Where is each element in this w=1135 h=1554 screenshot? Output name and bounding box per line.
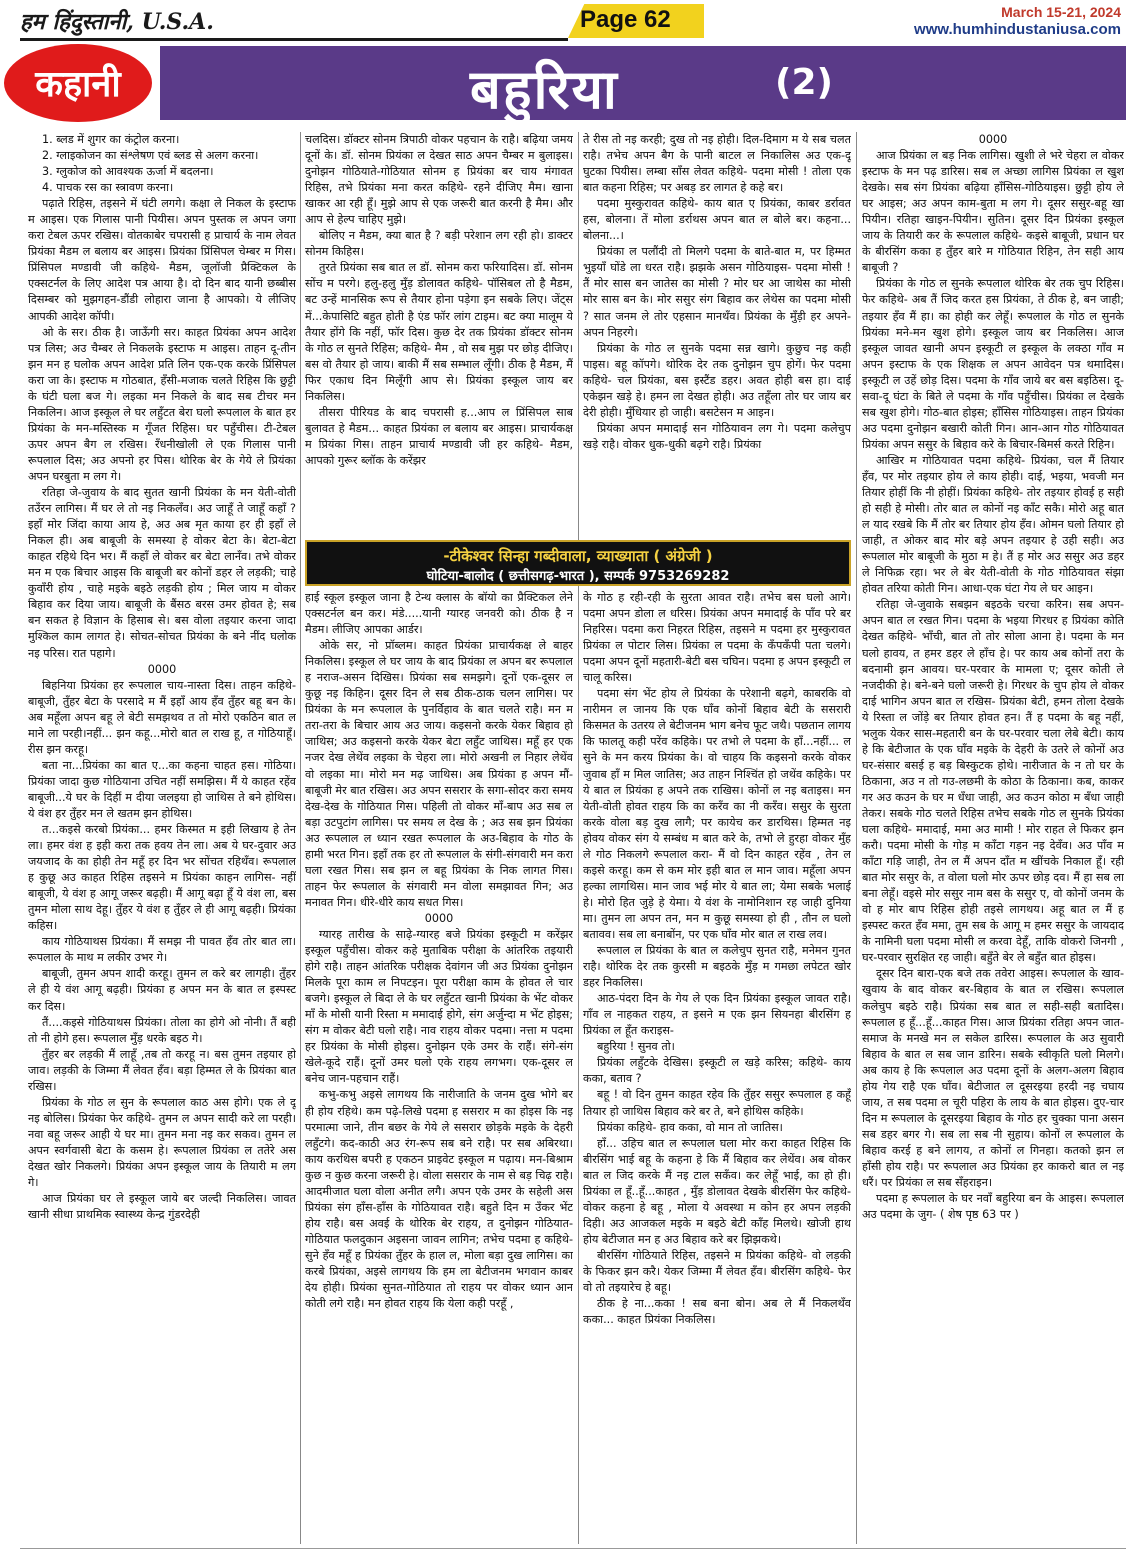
section-separator: 0000	[978, 133, 1008, 146]
paragraph: चलदिस। डॉक्टर सोनम त्रिपाठी वोकर पहचान के राहै। बढ़िया जमय दूनों के। डॉ. सोनम प्रियंका ल देखत साठ अपन चैम्बर म बुलाइस। दुनोझन गोठियाते-गोठियात सोनम ह प्रियंका बर चाय मंगावत रिहिस, तभे प्रियंका मना करत कहिथे- रहने दीजिए मैम। खाना खाकर आ रही हूँ। मुझे आप से एक जरूरी बात करनी है मैम। और आप से हेल्प चाहिए मुझे।	[305, 133, 573, 227]
story-header	[0, 44, 1135, 124]
title-banner	[160, 46, 1126, 120]
paragraph: के गोठ ह रही-रही के सुरता आवत राहै। तभेच बस घलो आगे। पदमा अपन डोला ल धरिस। प्रियंका अपन ममादाई के पाँव परे बर निहरिस। पदमा करा निहरत रिहिस, तइसने म पदमा हर मुस्कुरावत प्रियंका ल पोटार लिस। प्रियंका ल पदमा के कँपकँपी पता चलगे। पदमा अपन दूनों महतारी-बेटी बस चघिन। पदमा ह अपन इस्कूटी ल चालू करिस।	[583, 591, 851, 685]
author-name: -टीकेश्वर सिन्हा गब्दीवाला, व्याख्याता ( अंग्रेजी )	[443, 547, 713, 565]
paragraph: तुरते प्रियंका सब बात ल डॉ. सोनम करा फरियादिस। डॉ. सोनम सोंच म परगे। हलु-हलु मुँड़ डोलावत कहिथे- पॉसिबल तो है मैडम, बट उन्हें मानसिक रूप से तैयार होना पड़ेगा इन सबके लिए। जेंट्स में...केपासिटि बहुत होती है एंड फॉर लांग टाइम। बट क्या मालूम ये तैयार होंगे कि नहीं, फॉर दिस। कुछ देर तक प्रियंका डॉक्टर सोनम के गोठ ल सुनते रिहिस; कहिथे- मैम , वो सब मुझ पर छोड़ दीजिए। बस वो तैयार हो जाय। बाकी मैं सब सम्भाल लूँगी। ठीक है मैडम, मैं फिर एकाध दिन मिलूँगी आप से। प्रियंका इस्कूल जाय बर निकलिस।	[305, 261, 573, 403]
paragraph: आज प्रियंका ल बड़ निक लागिस। खुशी ले भरे चेहरा ल वोकर इस्टाफ के मन पढ़ डारिस। सब ल अच्छा लागिस प्रियंका ल खुश देखके। सब संग प्रियंका बढ़िया हाँसिस-गोठियाइस। छुट्टी होय ले घर आइस; अउ अपन काम-बुता म लग गे। दूसर ससुर-बहू खा पियीन। रतिहा खाइन-पियीन। सुतिन। दूसर दिन प्रियंका इस्कूल जाय के तियारी कर के रूपलाल कहिथे- कइसे बाबूजी, प्रधान घर के बीरसिंग कका ह तुँहर बारे म गोठियात रिहिन, तेन सही आय बाबूजी ?	[862, 149, 1124, 275]
masthead	[0, 0, 1135, 42]
paragraph: आज प्रियंका घर ले इस्कूल जाये बर जल्दी निकलिस। जावत खानी सीधा प्राथमिक स्वास्थ्य केन्द्र गुंडरदेही	[28, 1192, 296, 1222]
paragraph: काय गोठियाथस प्रियंका। मैं समझ नी पावत हँव तोर बात ला। रूपलाल के माथ म लकीर उभर गे।	[28, 935, 296, 965]
paragraph: प्रियंका अपन ममादाई सन गोठियावन लग गे। पदमा कलेचुप खड़े राहै। वोकर धुक-धुकी बढ़गे राहै। प्रियंका	[583, 421, 851, 451]
paragraph: दूसर दिन बारा-एक बजे तक तवेरा आइस। रूपलाल के खाव-खुवाय के बाद वोकर बर-बिहाव के बात ल रखिस। रूपलाल कलेचुप बइठे राहै। प्रियंका सब बात ल सही-सही बतादिस। रूपलाल ह हूँ...हूँ...काहत गिस। आज प्रियंका रतिहा अपन जात-समाज के मनखे मन ल सकेल डारिस। रूपलाल के अउ सुवारी बिहाव के बात ल सब जान डारिन। सबके स्वीकृति घलो मिलगे। अब काय हे कि रूपलाल अउ पदमा दूनों के अलग-अलग बिहाव होय गेय राहै एक घाँव। बेटीजात ल दूसरइया हरदी नइ चघाय जाय, त सब पदमा ल चूरी पहिरा के लाय के बात होइस। दुए-चार दिन म रूपलाल के दूसरइया बिहाव के गोठ हर चुक्का पाना असन सब डहर बगर गे। सब ला सब नी सुहाय। कोनों ल रूपलाल के बिहाव करई ह बने लागय, त कोनों ल गिनहा। कतको झन ल हाँसी होय राहै। पर रूपलाल अउ प्रियंका हर काकरो बात ल नइ धरैं। पर प्रियंका ल सब सँहराइन।	[862, 967, 1124, 1190]
paragraph: पदमा संग भेंट होय ले प्रियंका के परेशानी बढ़गे, काबरकि वो नारीमन ल जानय कि एक घाँव कोनों बिहाव बेटी के ससरारी किसमत के उतरय ले बेटीजनम भाग बनेच फूट जथै। पछतान लागय कि फालतू कही परेंव कहिके। पर तभो ले पदमा के हाँ...नहीं... ल सुने के मन करय प्रियंका के। वो चाहय कि कइसनो करके वोकर जुवाब हाँ म मिल जातिस; अउ ताहन निश्चिंत हो जथेंव कहिके। पर ये बात ल प्रियंका ह अपने तक राखिस। कोनों ल नइ बताइस। मन येती-वोती होवत राहय कि का करँव का नी करँव। ससुर के सुरता करके वोला बड़ दुख लागै; पर कायेच कर डारथिस। हिम्मत नइ होवय वोकर संग ये सम्बंध म बात करे के, तभो ले हुरहा वोकर मुँह ले गोठ निकलगे रूपलाल करा- मैं वो दिन काहत रहेंव , तेन ल कइसे करहू। कम से कम मोर इही बात ल मान जाव। महूँला अपन हल्का लागथिस। मान जाव भई मोर ये बात ला; येमा सबके भलाई हे। मोरो हित जुड़े हे येमा। ये वंश के नामोनिशान रह जाही दुनिया मा। तुमन ला अपन तन, मन म कुछू समस्या हो ही , तौन ल घलो बतावव। सब ला बनाबोंन, पर एक घाँव मोर बात ल राख लव।	[583, 687, 851, 941]
paragraph: बता ना...प्रियंका का बात ए...का कहना चाहत हस। गोठिया। प्रियंका जादा कुछ गोठियाना उचित नहीं समझिस। मैं ये काहत रहेंव बाबूजी...ये घर के दिहीं म दीया जलइया हो जाथिस ते बने होथिस। ये वंश हर तुँहर मन ले खतम झन होथिस।	[28, 758, 296, 820]
list-item: 1. ब्लड में शुगर का कंट्रोल करना।	[42, 133, 180, 146]
paragraph: ग्यारह तारीख के साढ़े-ग्यारह बजे प्रियंका इस्कूटी म करेंझर इस्कूल पहुँचीस। वोकर कहे मुताबिक परीक्षा के आंतरिक तइयारी होगे राहै। ताहन आंतरिक परीक्षक देवांगन जी अउ प्रियंका दुनोझन मिलके पूरा काम ल निपटइन। पूरा परीक्षा काम के होवत ले चार बजगे। इस्कूल ले बिदा ले के घर लहुँटत खानी प्रियंका के भेंट वोकर माँ के मोसी यानी रिस्ता म ममादाई होगे, संग अर्जुन्दा म भेंट होइस; संग म वोकर बेटी घलो राहै। नाव राहय वोकर पदमा। नत्ता म पदमा हर प्रियंका के मोसी होइस। दुनोझन एके उमर के राहैं। संगे-संग खेले-कूदे राहैं। दूनों उमर घलो एके राहय लगभग। एक-दूसर ल बनेच जान-पहचान राहैं।	[305, 927, 573, 1086]
paragraph: हाई स्कूल इस्कूल जाना है टेन्थ क्लास के बॉयो का प्रैक्टिकल लेने एक्सटर्नल बन कर। मंडे.....यानी ग्यारह जनवरी को। ठीक है न मैडम। लीजिए आपका आर्डर।	[305, 591, 573, 637]
paragraph: त...कइसे करबो प्रियंका... हमर किस्मत म इही लिखाय हे तेन ला। हमर वंश ह इही करा तक हवय तेन ला। अब ये घर-दुवार अउ जयजाद के का होही तेन महूँ हर दिन भर सोंचत रहिथँव। रूपलाल ह कुछू अउ काहत रिहिस तइसने म प्रियंका काहन लागिस- नहीं बाबूजी, ये वंश ह आगू जरूर बढ़ही। मैं आगू बढ़ा हूँ ये वंश ला, बस तुमन मोला साथ देहू। तुँहर ये वंश ह तुँहर ले ही आगू बढ़ही। प्रियंका कहिस।	[28, 823, 296, 933]
paragraph: प्रियंका लहुँटके देखिस। इस्कूटी ल खड़े करिस; कहिथे- काय कका, बताव ?	[583, 1056, 851, 1086]
paragraph: ओ के सर। ठीक है। जाऊँगी सर। काहत प्रियंका अपन आदेश पत्र लिस; अउ चैम्बर ले निकलके इस्टाफ म आइस। ताहन दू-तीन झन मन ह घलोक अपन आदेश प्रति लिन एक-एक करके प्रिंसिपल करा जा के। इस्टाफ म गोठबात, हँसी-मजाक चलते रिहिस कि छुट्टी के घंटी घला बज गे। लइका मन निकले के बाद सब टीचर मन निकलिन। आज इस्कूल ले घर लहुँटत बेरा घलो रूपलाल के बात हर प्रियंका के मन-मस्तिस्क म गूँजत रिहिस। घर पहुँचीस। टी-टेबल ऊपर अपन बैग ल रखिस। रँधनीखोली ले एक गिलास पानी रूपलाल दिस; अउ अपनो हर पिस। थोरिक बेर के गेये ले प्रियंका अपन घरबुता म लग गे।	[28, 325, 296, 483]
section-badge	[4, 44, 152, 122]
column-1	[28, 132, 296, 1544]
masthead-rule	[20, 38, 568, 41]
paragraph: ते रीस तो नइ करही; दुख तो नइ होही। दिल-दिमाग म ये सब चलत राहै। तभेच अपन बैग के पानी बाटल ल निकालिस अउ एक-दू घुटका पियीस। लम्बा साँस लेवत कहिथे- पदमा मोसी ! तोला एक बात कहना रिहिस; पर अबड़ डर लागत हे कहे बर।	[583, 133, 851, 195]
story-part: (2)	[775, 62, 833, 103]
section-separator: 0000	[424, 911, 454, 925]
paragraph: ठीक हे ना...कका ! सब बना बोन। अब ले मैं निकलथँव कका... काहत प्रियंका निकलिस।	[583, 1297, 851, 1327]
website-link[interactable]: www.humhindustaniusa.com	[914, 21, 1121, 38]
paragraph: रतिहा जे-जुवाय के बाद सुतत खानी प्रियंका के मन येती-वोती तउँरन लागिस। मैं घर ले तो नइ निकलँव। अउ जाहूँ ते जाहूँ कहाँ ? इहाँ मोर जिंदा काया आय हे, अउ अब मृत काया हर ही इहाँ ले निकल ही। अब बाबूजी के समस्या हे वोकर बेटा के। बेटा-बेटा काहत रहिथे दिन भर। मैं कहाँ ले वोकर बर बेटा लानँव। तभे वोकर मन म एक बिचार आइस कि बाबूजी बर कोनों डहर ले लड़की; चाहे कुवाँरी होय , चाहे मइके बइठे लड़की होय ; मिल जाय म वोकर बिहाव कर दिया जाय। बाबूजी के बैंसठ बरस उमर होवत हे; सब बन सकत हे विज्ञान के हिसाब से। बस वोला तइयार करना जादा मुश्किल काम लागत हे। सोचत-सोचत प्रियंका के बने नींद घलोक नइ परिस। रात पहागे।	[28, 486, 296, 660]
paragraph: रतिहा जे-जुवाके सबझन बइठके चरचा करिन। सब अपन-अपन बात ल रखत गिन। पदमा के भइया गिरधर ह प्रियंका कोति देखत कहिथे- भाँची, बात तो तोर सोला आना हे। पदमा के मन घलो हावय, त हमर डहर ले हाँच हे। पर काय अब कोनों तरा के बदनामी झन आवय। घर-परवार के मामला ए; दूसर कोती ले नजदीकी हे। बने-बने घलो जरूरी हे। गिरधर के चुप होय ले वोकर दाई भागिन अपन बात ल रखिस- प्रियंका बेटी, हमन तोला देखके ये रिस्ता ल जोंड़े बर तियार होवत हन। तैं ह पदमा के बहू नहीं, भलुक येकर सास-महतारी बन के घर-परवार चला लेबे बेटी। काय हे कि बेटीजात के एक घाँव मइके के देहरी के उतरे ले कोनों अउ घर-संसार बसई ह बड़ बिस्कुटक होथे। नारीजात के न तो घर के ठिकाना, अउ न तो गउ-लछमी के कोठा के ठिकाना। कब, काकर गर अउ कउन के घर म धँधा जाही, अउ कउन कोठा म बँधा जाही तेकर। सबके गोठ चलते रिहिस तभेच सबके गोठ ल सुनके प्रियंका घला कहिथे- ममादाई, ममा अउ मामी ! मोर राहत ले फिकर झन करौ। पदमा मोसी के गोड़ म काँटा गड़न नइ देवँव। अउ पाँव म काँटा गड़ि जाही, तेन ल मैं अपन दाँत म खींचके निकाल हूँ। रही बात मोर ससुर के, त वोला घलो मोर ऊपर छोड़ दव। मैं हा सब ला बना लेहूँ। वइसे मोर ससुर नाम बस के ससुर ए, वो कोनों जनम के वो ह मोर बाप रिहिस होही तइसे लागथय। अहू बात ल मैं ह इस्पस्ट करत हँव ममा, तुम सब के आगू म हमर ससुर के जायदाद के नामिनी घला पदमा मोसी ल करवा देहूँ, ताकि वोकरो जिनगी , घर-परवार सुरक्षित रह जाही। बहुँते बेर ले बहुँत बात होइस।	[862, 598, 1124, 965]
paragraph: बहुरिया ! सुनव तो।	[597, 1040, 675, 1054]
column-divider	[578, 132, 579, 1544]
paragraph: कभु-कभु अइसे लागथय कि नारीजाति के जनम दुख भोगे बर ही होय रहिथे। कम पढ़े-लिखे पदमा ह ससरार म का होइस कि नइ परमात्मा जाने, तीन बछर के गेये ले ससरार छोड़के मइके के देहरी लहुँटगे। कद-काठी अउ रंग-रूप सब बने राहै। पर सब अबिरथा। काय करथिस बपरी ह एकठन प्राइवेट इस्कूल म पढ़ाय। मन-बिश्राम कुछ न कुछ करना जरूरी हे। वोला ससरार के नाम से बड़ चिढ़ राहै। आदमीजात घला वोला अनीत लगै। अपन एके उमर के सहेली अस प्रियंका संग हाँस-हाँस के गोठियावत राहै। बहुते दिन म उँकर भेंट होय राहै। बस अवई के थोरिक बेर राहय, त दुनोझन गोठियात-गोठियात फलदुकान अइसना जावन लागिन; तभेच पदमा ह कहिथे- सुने हँव महूँ ह प्रियंका तुँहर के हाल ल, मोला बड़ा दुख लागिस। का करबे प्रियंका, अइसे लागथय कि हम ला बेटीजनम भगवान काबर देय होही। प्रियंका सुनत-गोठियात तो राहय पर वोकर ध्यान आन कोती लगे राहै। मन होवत राहय कि येला कही परहूँ ,	[305, 1088, 573, 1311]
paragraph: आठ-पंदरा दिन के गेय ले एक दिन प्रियंका इस्कूल जावत राहै। गाँव ल नाहकत राहय, त इसने म एक झन सियनहा बीरसिंग ह प्रियंका ल हूँत कराइस-	[583, 992, 851, 1038]
paragraph: पदमा मुस्कुरावत कहिथे- काय बात ए प्रियंका, काबर डर्रावत हस, बोलना। तें मोला डर्राथस अपन बात ल बोले बर। कहना... बोलना...।	[583, 197, 851, 243]
paragraph: तुँहर बर लड़की मैं लाहूँ ,तब तो करहू न। बस तुमन तइयार हो जाव। लड़की के जिम्मा मैं लेवत हँव। बड़ा हिम्मत ले के प्रियंका बात रखिस।	[28, 1047, 296, 1093]
paragraph: प्रियंका के गोठ ल सुनके पदमा सन्न खागे। कुछुच नइ कही पाइस। बहू कॉपगे। थोरिक देर तक दुनोझन चुप होगें। फेर पदमा कहिथे- चल प्रियंका, बस इस्टैंड डहर। अवत होही बस हा। दाई एकेझन खड़े हे। हमन ला देखत होही। अउ तहूँला तोर घर जाय बर देरी होही। मुँधियार हो जाही। बसटेसन म आइन।	[583, 341, 851, 419]
story-title: बहुरिया	[470, 58, 619, 121]
paragraph: तीसरा पीरियड के बाद चपरासी ह...आप ल प्रिंसिपल साब बुलावत हे मैडम... काहत प्रियंका ल बलाय बर आइस। प्राचार्यकक्ष म प्रियंका गिस। ताहन प्राचार्य मण्डावी जी हर कहिथे- मैडम, आपको गुरूर ब्लॉक के करेंझर	[305, 405, 573, 467]
issue-date: March 15-21, 2024	[1001, 4, 1121, 20]
paragraph: बिहनिया प्रियंका हर रूपलाल चाय-नास्ता दिस। ताहन कहिथे- बाबूजी, तुँहर बेटा के परसादे म मैं इहाँ आय हँव तुँहर बहू बन के। अब महूँला अपन बहू ले बेटी समझथव त तो मोरो एकठिन बात ल माने ला परही।नहीं... झन कहू...मोरो बात ल राख हू, त गोठियाहूँ। रीस झन करहू।	[28, 678, 296, 756]
paragraph: बाबूजी, तुमन अपन शादी करहू। तुमन ल करे बर लागही। तुँहर ले ही ये वंश आगू बढ़ही। प्रियंका ह अपन मन के बात ल इस्पस्ट कर दिस।	[28, 967, 296, 1013]
column-divider	[856, 132, 857, 1544]
author-address: घोटिया-बालोद ( छत्तीसगढ़-भारत ), सम्पर्क 9753269282	[426, 569, 730, 584]
column-3-top	[583, 132, 851, 534]
paragraph: बीरसिंग गोठियाते रिहिस, तइसने म प्रियंका कहिथे- वो लड़की के फिकर झन करै। येकर जिम्मा मैं लेवत हँव। बीरसिंग कहिथे- फेर वो तो तइयारेच हे बहू।	[583, 1248, 851, 1295]
page-number: Page 62	[580, 6, 671, 33]
list-item: 2. ग्लाइकोजन का संश्लेषण एवं ब्लड से अलग करना।	[42, 149, 259, 163]
section-separator: 0000	[147, 662, 177, 676]
paragraph: प्रियंका कहिथे- हाव कका, वो मान तो जातिस।	[597, 1120, 783, 1134]
paragraph: तैं....कइसे गोठियाथस प्रियंका। तोला का होगे ओ नोनी। तैं बही तो नी होगे हस। रूपलाल मुँड़ धरके बइठ गे।	[28, 1015, 296, 1045]
section-label: कहानी	[35, 64, 121, 105]
paragraph: आखिर म गोठियावत पदमा कहिथे- प्रियंका, चल मैं तियार हँव, पर मोर तइयार होय ले काय होही। दाई, भइया, भवजी मन तियार होहीं कि नी होहीं। प्रियंका कहिथे- तोर तइयार होवई ह सही हो सही हे मोसी। तोर बात ल कोनों नइ काँट सकै। मोरो अहू बात ल याद रखबे कि मैं तोर बर तियार होय हँव। ओमन घलो तियार हो जाही, त ओकर बाद मोर बड़े अपन तइयार हे उही सही। अउ रूपलाल मोर बाबूजी के मुठा म हे। तैं ह मोर अउ ससुर अउ डहर ले निफिक्र रहा। भर ले बेर येती-वोती के गोठ गोठियावत संझा होवत तरिया कोती गिन। आधा-एक घंटा गेय ले घर आइन।	[862, 453, 1124, 596]
paragraph: बोलिए न मैडम, क्या बात है ? बड़ी परेशान लग रही हो। डाक्टर सोनम किहिस।	[305, 229, 573, 259]
column-divider	[300, 132, 301, 1544]
paragraph: रूपलाल ल प्रियंका के बात ल कलेचुप सुनत राहै, मनेमन गुनत राहै। थोरिक देर तक कुरसी म बइठके मुँड़ म गमछा लपेटत खोर डहर निकलिस।	[583, 944, 851, 990]
paragraph: प्रियंका के गोठ ल सुन के रूपलाल काठ अस होगे। एक ले दू नइ बोलिस। प्रियंका फेर कहिथे- तुमन ल अपन सादी करे ला परही। नवा बहू जरूर आही ये घर मा। तुमन मना नइ कर सकव। तुमन ल अपन स्वर्गवासी बेटा के कसम हे। रूपलाल प्रियंका ल ततेरे अस देखत खोर निकलगे। प्रियंका अपन इस्कूल जाय के तियारी म लग गे।	[28, 1095, 296, 1190]
newspaper-name: हम हिंदुस्तानी, U.S.A.	[20, 9, 214, 35]
paragraph: प्रियंका ल पलौंदी तो मिलगे पदमा के बाते-बात म, पर हिम्मत भुइयाँ घोंडे ला धरत राहै। झझके असन गोठियाइस- पदमा मोसी ! तैं मोर सास बन जातेस का मोसी ? मोर घर आ जाथेस का मोसी मोर सास बन के। मोर ससुर संग बिहाव कर लेथेस का पदमा मोसी ? सात जनम ले तोर एहसान मानथँव। प्रियंका के मुँड़ी हर अपने-अपन निहरगे।	[583, 245, 851, 339]
paragraph: बहू ! वो दिन तुमन काहत रहेव कि तुँहर ससुर रूपलाल ह कहूँ तियार हो जाथिस बिहाव करे बर ते, बने होथिस कहिके।	[583, 1088, 851, 1118]
paragraph: ओके सर, नो प्रॉब्लम। काहत प्रियंका प्राचार्यकक्ष ले बाहर निकलिस। इस्कूल ले घर जाय के बाद प्रियंका ल अपन बर रूपलाल ह नराज-असन दिखिस। प्रियंका सब समझगे। दूनों एक-दूसर ल कुछू नइ किहिन। दूसर दिन ले सब ठीक-ठाक चलन लागिस। पर प्रियंका के मन रूपलाल के पुनर्विहाव के बात चलते राहै। मन म तरा-तरा के बिचार आय अउ जाय। कइसनो करके येकर बिहाव हो जाथिस; अउ कइसनो करके येकर बेटा लहुँट जाथिस। महूँ हर एक नजर देख लेथेंव लइका के चेहरा ला। मोरो अखनी ल निहार लेथेंव वो लइका मा। मोरो मन मढ़ जाथिस। अब प्रियंका ह अपन मौं-बाबूजी मेर बात रखिस। अउ अपन ससरार के सगा-सोदर करा समय देख-देख के गोठियात गिस। पहिली तो वोकर माँ-बाप अउ सब ल बड़ा उटपुटांग लागिस। पर समय ल देख के ; अउ सब झन प्रियंका अउ रूपलाल ल ध्यान रखत रूपलाल के अउ-बिहाव के गोठ के हामी भरत गिन। इहाँ तक हर तो रूपलाल के संगी-संगवारी मन करा घला रखत गिस। सब झन ल बहू प्रियंका के निक लागत गिस। ताहन फेर रूपलाल के संगवारी मन वोला समझावत गिन; अउ मनावत गिन। धीरे-धीरे काय सधत गिस।	[305, 639, 573, 909]
column-3-bottom	[583, 590, 851, 1544]
continuation-note: पदमा ह रूपलाल के घर नवाँ बहुरिया बन के आइस। रूपलाल अउ पदमा के जुग- ( शेष पृष्ठ 63 पर )	[862, 1192, 1124, 1222]
page-bottom-rule	[20, 1548, 1126, 1549]
column-2-bottom	[305, 590, 573, 1544]
column-4	[862, 132, 1124, 1544]
list-item: 4. पाचक रस का स्त्रावण करना।	[42, 181, 174, 195]
author-box	[305, 540, 851, 586]
paragraph: प्रियंका के गोठ ल सुनके रूपलाल थोरिक बेर तक चुप रिहिस। फेर कहिथे- अब तैं जिद करत हस प्रियंका, ते ठीक हे, बन जाही; तइयार हँव मैं हा। का होही कर लेहूँ। रूपलाल के गोठ ल सुनके प्रियंका मने-मन खुश होगे। इस्कूल जाय बर निकलिस। आज इस्कूल जावत खानी अपन इस्कूटी ल इस्कूल के लक्ठा गाँव म अपन इस्टाफ के एक शिक्षक ल अपन आवेदन पत्र थमादिस। इस्कूटी ल उहें छोड़ दिस। पदमा के गाँव जाये बर बस बइठिस। दू-सवा-दू घंटा के बिते ले पदमा के गाँव पहुँचीस। प्रियंका ल देखके सब खुश होगे। गोठ-बात होइस; हाँसिस गोठियाइस। ताहन प्रियंका अउ पदमा दुनोझन बखारी कोती गिन। आन-आन गोठ गोठियावत प्रियंका अपन ससुर के बिहाव करे के बिचार-बिमर्स करते रिहिन।	[862, 277, 1124, 451]
list-item: 3. ग्लुकोज को आवश्यक ऊर्जा में बदलना।	[42, 165, 214, 179]
column-2-top	[305, 132, 573, 534]
paragraph: पढ़ाते रिहिस, तइसने में घंटी लगगे। कक्षा ले निकल के इस्टाफ म आइस। एक गिलास पानी पियीस। अपन पुस्तक ल अपन जगा करा टेबल ऊपर रखिस। वोतकाबेर चपरासी ह प्राचार्य के नाम लेवत प्रियंका मैडम ल बलाय बर आइस। प्रियंका प्रिंसिपल चेम्बर म गिस। प्रिंसिपल मण्डावी जी कहिथे- मैडम, जूलॉजी प्रैक्टिकल के एक्सटर्नल के लिए आदेश पत्र आया है। दो दिन बाद यानी छब्बीस दिसम्बर को मुझगहन-डौंडी लोहारा जाना है आपको। ये लीजिए आपकी आदेश कॉपी।	[28, 197, 296, 323]
paragraph: हाँ... उहिच बात ल रूपलाल घला मोर करा काहत रिहिस कि बीरसिंग भाई बहू के कहना हे कि मैं बिहाव कर लेथेंव। अब वोकर बात ल जिद करके मैं नइ टाल सकँव। कर लेहूँ भाई, का हो ही। प्रियंका ल हूँ..हूँ...काहत , मुँड़ डोलावत देखके बीरसिंग फेर कहिथे- वोकर कहना हे बहू , मोला ये अवस्था म कोन हर अपन लड़की दिही। अउ आजकल मइके म बइठे बेटी काँह मिलथे। खोजी हाथ होय बेटीजात मन ह अउ बिहाव करे बर झिझकथे।	[583, 1136, 851, 1246]
